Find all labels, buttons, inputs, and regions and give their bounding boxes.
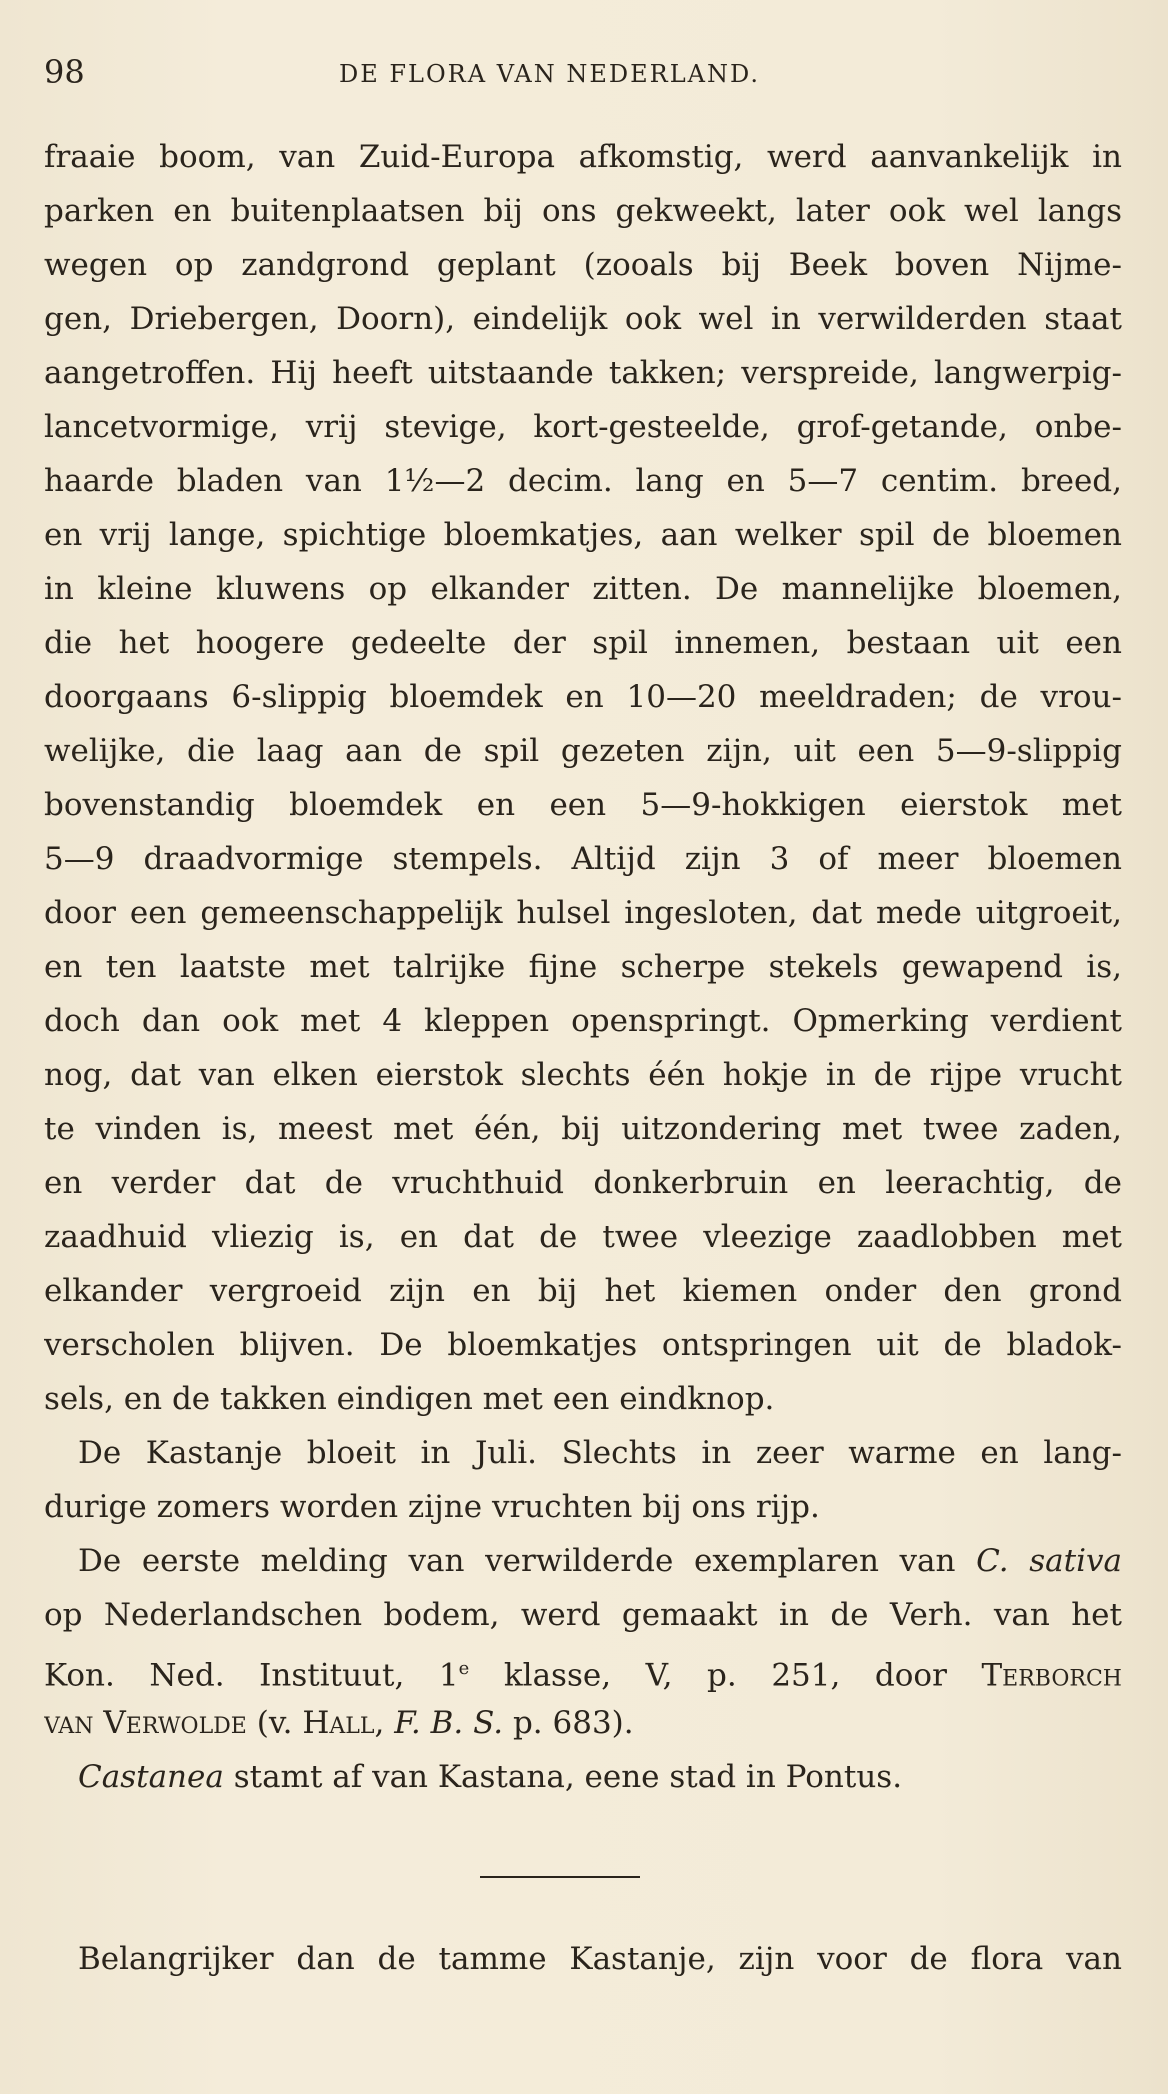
author-name: Hall: [302, 1705, 375, 1741]
text-line: elkander vergroeid zijn en bij het kiemen onder den grond: [44, 1273, 1122, 1309]
text-fragment: (v.: [246, 1705, 303, 1741]
text-line: [44, 1642, 1122, 1696]
text-fragment: p. 683).: [503, 1705, 634, 1741]
text-fragment: ,: [374, 1705, 395, 1741]
text-line: sels, en de takken eindigen met een eindknop.: [44, 1381, 775, 1417]
text-line: Belangrijker dan de tamme Kastanje, zijn voor de flora van: [78, 1941, 1122, 1977]
text-line: [44, 1534, 1122, 1588]
page-header: [44, 50, 1124, 94]
body-text-continued: [44, 1932, 1122, 1986]
text-line: gen, Driebergen, Doorn), eindelijk ook wel in verwilderden staat: [44, 301, 1122, 337]
text-line: doch dan ook met 4 kleppen openspringt. Opmerking verdient: [44, 1003, 1122, 1039]
text-line: en verder dat de vruchthuid donkerbruin en leerachtig, de: [44, 1165, 1122, 1201]
text-line: wegen op zandgrond geplant (zooals bij Beek boven Nijme-: [44, 247, 1122, 283]
text-line: bovenstandig bloemdek en een 5—9-hokkigen eierstok met: [44, 787, 1122, 823]
text-line: te vinden is, meest met één, bij uitzondering met twee zaden,: [44, 1111, 1122, 1147]
body-text: [44, 130, 1122, 1804]
author-name: van Verwolde: [44, 1705, 247, 1741]
text-line: parken en buitenplaatsen bij ons gekweekt, later ook wel langs: [44, 193, 1122, 229]
text-fragment: klasse, V, p. 251, door: [469, 1657, 982, 1694]
species-name: C. sativa: [976, 1543, 1122, 1579]
text-line: [44, 1696, 1122, 1750]
text-line: 5—9 draadvormige stempels. Altijd zijn 3 of meer bloemen: [44, 841, 1122, 877]
text-line: zaadhuid vliezig is, en dat de twee vleezige zaadlobben met: [44, 1219, 1122, 1255]
text-line: haarde bladen van 1½—2 decim. lang en 5—7 centim. breed,: [44, 463, 1122, 499]
text-line: en vrij lange, spichtige bloemkatjes, aan welker spil de bloemen: [44, 517, 1122, 553]
text-line: op Nederlandschen bodem, werd gemaakt in de Verh. van het: [44, 1597, 1122, 1633]
text-line: in kleine kluwens op elkander zitten. De mannelijke bloemen,: [44, 571, 1122, 607]
superscript: e: [458, 1658, 470, 1679]
text-line: en ten laatste met talrijke fijne scherpe stekels gewapend is,: [44, 949, 1122, 985]
text-fragment: Kon. Ned. Instituut, 1: [44, 1657, 459, 1694]
author-name: Terborch: [981, 1657, 1122, 1694]
text-line: durige zomers worden zijne vruchten bij ons rijp.: [44, 1489, 820, 1525]
text-line: verscholen blijven. De bloemkatjes ontspringen uit de bladok-: [44, 1327, 1122, 1363]
text-line: die het hoogere gedeelte der spil innemen, bestaan uit een: [44, 625, 1122, 661]
citation: F. B. S.: [394, 1705, 504, 1741]
text-fragment: stamt af van Kastana, eene stad in Pontus.: [223, 1759, 903, 1795]
running-title: DE FLORA VAN NEDERLAND.: [339, 60, 760, 88]
text-line: De Kastanje bloeit in Juli. Slechts in zeer warme en lang-: [78, 1435, 1122, 1471]
text-line: door een gemeenschappelijk hulsel ingesloten, dat mede uitgroeit,: [44, 895, 1122, 931]
text-line: nog, dat van elken eierstok slechts één hokje in de rijpe vrucht: [44, 1057, 1122, 1093]
text-line: [44, 1750, 1122, 1804]
text-fragment: De eerste melding van verwilderde exemplaren van: [78, 1543, 977, 1579]
text-line: aangetroffen. Hij heeft uitstaande takken; verspreide, langwerpig-: [44, 355, 1122, 391]
text-line: doorgaans 6-slippig bloemdek en 10—20 meeldraden; de vrou-: [44, 679, 1122, 715]
text-line: welijke, die laag aan de spil gezeten zijn, uit een 5—9-slippig: [44, 733, 1122, 769]
page-number: 98: [44, 53, 85, 91]
text-line: lancetvormige, vrij stevige, kort-gesteelde, grof-getande, onbe-: [44, 409, 1122, 445]
section-divider: [480, 1876, 640, 1878]
text-line: fraaie boom, van Zuid-Europa afkomstig, werd aanvankelijk in: [44, 139, 1122, 175]
genus-name: Castanea: [78, 1759, 224, 1795]
